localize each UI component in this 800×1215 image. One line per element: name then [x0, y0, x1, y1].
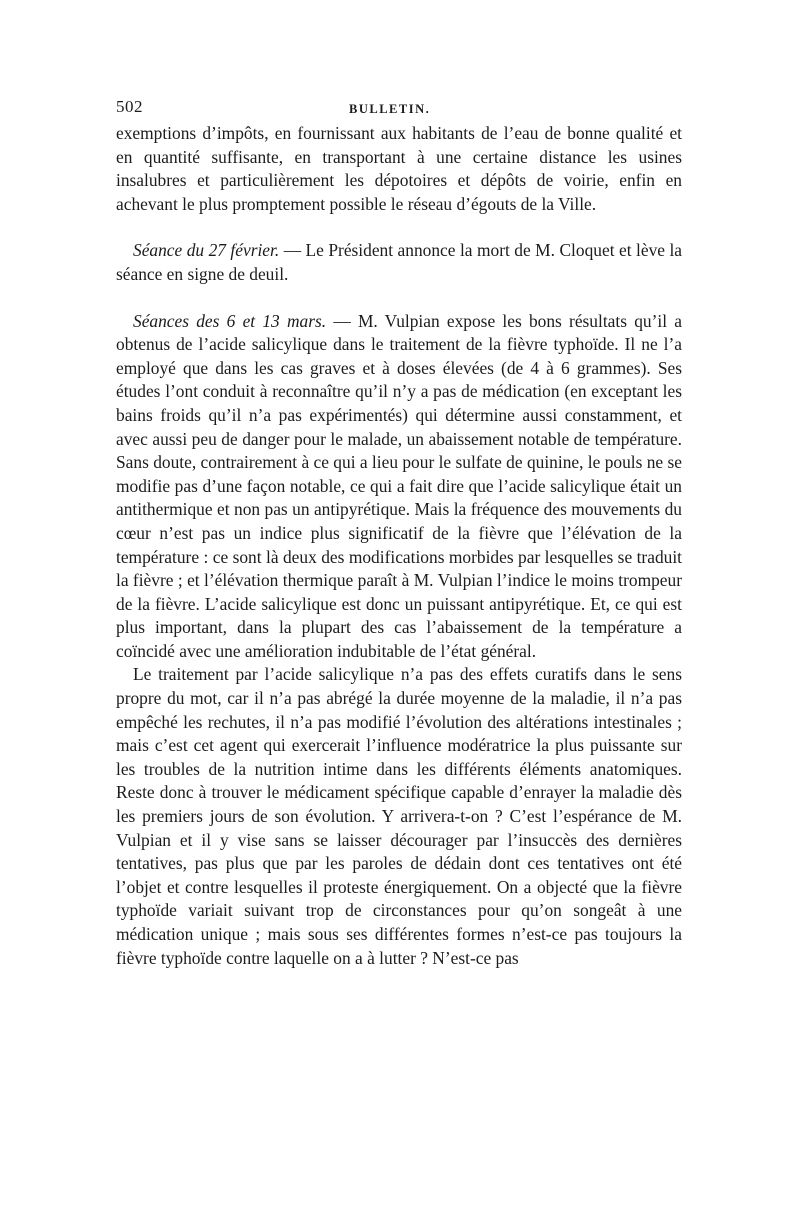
running-head — [116, 96, 682, 122]
body-text — [116, 122, 682, 970]
running-title: BULLETIN. — [349, 102, 431, 116]
session-date-label: Séances des 6 et 13 mars. — [133, 310, 327, 331]
paragraph-municipal-measures: exemptions d’impôts, en fournissant aux habitants de l’eau de bonne qualité et en quantité suffisante, en transportant à une certaine distance les usines insalubres et particulièrement les dépotoires et dépôts de voirie, enfin en achevant le plus promptement possible le réseau d’égouts de la Ville. — [116, 123, 682, 214]
paragraph-seances-mars — [116, 310, 682, 664]
book-page — [116, 96, 682, 970]
paragraph-salicylic-treatment: Le traitement par l’acide salicylique n’a pas des effets curatifs dans le sens propre du mot, car il n’a pas abrégé la durée moyenne de la maladie, il n’a pas empêché les rechutes, il n’a pas modifié l’évolution des altérations intestinales ; mais c’est cet agent qui exercerait l’influence modératrice la plus puissante sur les troubles de la nutrition intime dans les différents éléments anatomiques. Reste donc à trouver le médicament spécifique capable d’enrayer la maladie dès les premiers jours de son évolution. Y arrivera-t-on ? C’est l’espérance de M. Vulpian et il y vise sans se laisser décourager par l’insuccès des dernières tentatives, pas plus que par les paroles de dédain dont ces tentatives ont été l’objet et contre lesquelles il proteste énergiquement. On a objecté que la fièvre typhoïde variait suivant trop de circonstances pour qu’on songeât à une médication unique ; mais sous ses différentes formes n’est-ce pas toujours la fièvre typhoïde contre laquelle on a à lutter ? N’est-ce pas — [116, 664, 682, 968]
session-text: — Le Président annonce la mort de M. Cloquet et lève la séance en signe de deuil. — [116, 240, 682, 284]
session-text: — M. Vulpian expose les bons résultats qu’il a obtenus de l’acide salicylique dans le traitement de la fièvre typhoïde. Il ne l’a employé que dans les cas graves et à doses élevées (de 4 à 6 grammes). Ses études l’ont conduit à reconnaître qu’il n’y a pas de médication (en exceptant les bains froids qu’il n’a pas expérimentés) qui détermine aussi constamment, et avec aussi peu de danger pour le malade, un abaissement notable de température. Sans doute, contrairement à ce qui a lieu pour le sulfate de quinine, le pouls ne se modifie pas d’une façon notable, ce qui a fait dire que l’acide salicylique était un antithermique et non pas un antipyrétique. Mais la fréquence des mouvements du cœur n’est pas un indice plus significatif de la fièvre que l’élévation de la température : ce sont là deux des modifications morbides par lesquelles se traduit la fièvre ; et l’élévation thermique paraît à M. Vulpian l’indice le moins trompeur de la fièvre. L’acide salicylique est donc un puissant antipyrétique. Et, ce qui est plus important, dans la plupart des cas l’abaissement de la température a coïncidé avec une amélioration indubitable de l’état général. — [116, 310, 682, 661]
paragraph-seance-27-fevrier — [116, 239, 682, 286]
page-number: 502 — [116, 97, 143, 116]
session-date-label: Séance du 27 février. — [133, 240, 280, 261]
